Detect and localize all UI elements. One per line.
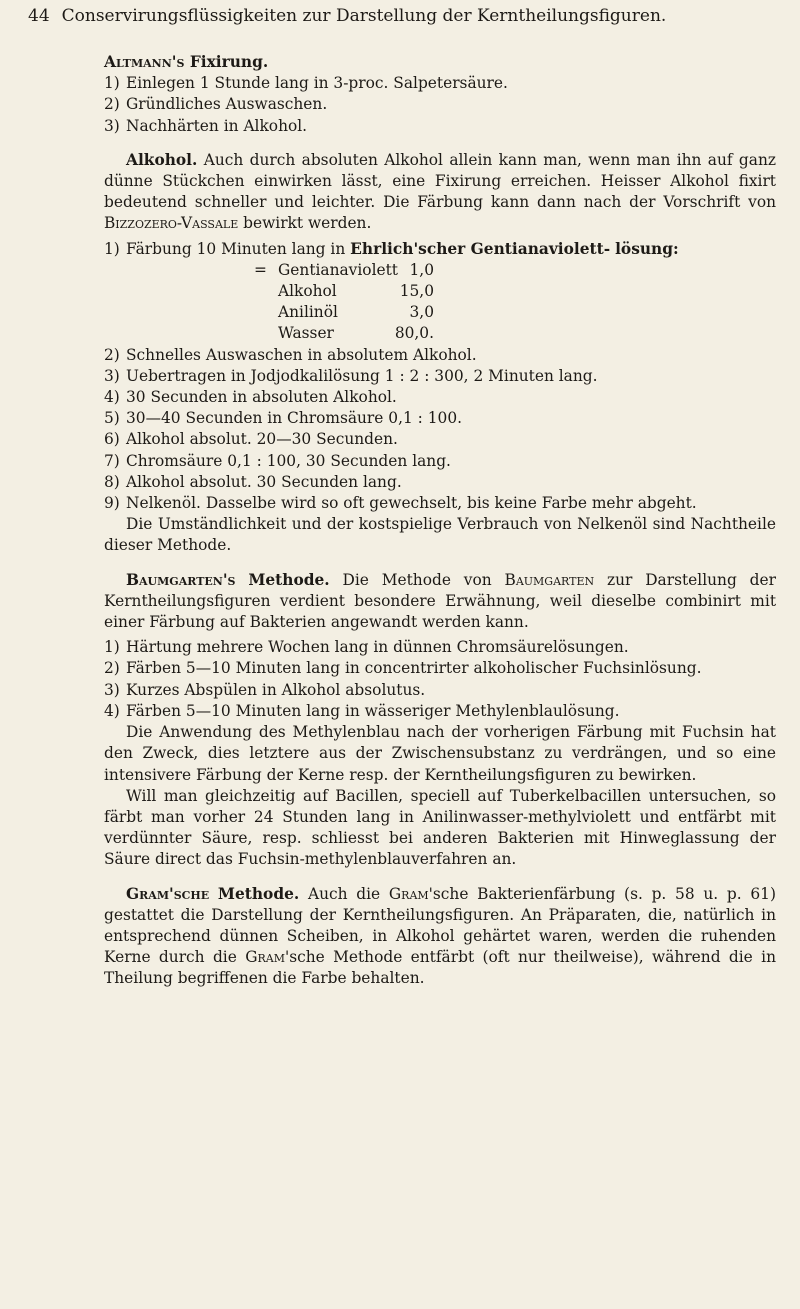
list-item: 6) Alkohol absolut. 20—30 Secunden. xyxy=(104,430,398,449)
list-item: 4) 30 Secunden in absoluten Alkohol. xyxy=(104,388,397,407)
list-item: 1) Einlegen 1 Stunde lang in 3-proc. Salpetersäure. xyxy=(104,74,508,93)
list-item: 9) Nelkenöl. Dasselbe wird so oft gewechselt, bis keine Farbe mehr abgeht. xyxy=(104,494,697,513)
alkohol-steps-continued xyxy=(104,345,776,515)
list-item: 3) Uebertragen in Jodjodkalilösung 1 : 2 : 300, 2 Minuten lang. xyxy=(104,366,598,385)
list-item: 2) Färben 5—10 Minuten lang in concentrirter alkoholischer Fuchsinlösung. xyxy=(104,659,702,678)
list-item: 1) Härtung mehrere Wochen lang in dünnen Chromsäurelösungen. xyxy=(104,638,629,657)
list-item: 3) Kurzes Abspülen in Alkohol absolutus. xyxy=(104,680,426,699)
baumgarten-steps xyxy=(104,637,776,722)
alkohol-steps xyxy=(104,239,776,260)
gram-paragraph: Gram'sche Methode. Auch die Gram'sche Bakterienfärbung (s. p. 58 u. p. 61) gestattet die Darstellung der Kerntheilungsfiguren. An Präparaten, die, natürlich in entsprechend dünnen Scheiben, in Alkohol gehärtet waren, werden die ruhenden Kerne durch die Gram'sche Methode entfärbt (oft nur theilweise), während die in Theilung begriffenen die Farbe behalten. xyxy=(104,884,776,988)
altmann-steps xyxy=(104,73,776,137)
list-item: 3) Nachhärten in Alkohol. xyxy=(104,116,308,135)
recipe-row: = Gentianaviolett 1,0 xyxy=(254,260,434,279)
list-item: 2) Schnelles Auswaschen in absolutem Alkohol. xyxy=(104,345,477,364)
baumgarten-paragraph-2: Die Anwendung des Methylenblau nach der vorherigen Färbung mit Fuchsin hat den Zweck, dies letztere aus der Zwischensubstanz zu verdrängen, und so eine intensivere Färbung der Kerne resp. der Kerntheilungsfiguren zu bewirken. xyxy=(104,723,776,784)
list-item: 2) Gründliches Auswaschen. xyxy=(104,95,328,114)
alkohol-closing: Die Umständlichkeit und der kostspielige Verbrauch von Nelkenöl sind Nachtheile dieser Methode. xyxy=(104,515,776,555)
alkohol-paragraph: Alkohol. Auch durch absoluten Alkohol allein kann man, wenn man ihn auf ganz dünne Stückchen einwirken lässt, eine Fixirung erreichen. Heisser Alkohol fixirt bedeutend schneller und leichter. Die Färbung kann dann nach der Vorschrift von Bizzozero-Vassale bewirkt werden. xyxy=(104,150,776,233)
list-item: 1) Färbung 10 Minuten lang in Ehrlich'scher Gentianaviolett- lösung: xyxy=(104,239,679,258)
recipe-row: Anilinöl 3,0 xyxy=(278,303,434,322)
page-body xyxy=(104,52,776,990)
baumgarten-paragraph-3: Will man gleichzeitig auf Bacillen, speciell auf Tuberkelbacillen untersuchen, so färbt man vorher 24 Stunden lang in Anilinwasser-methylviolett und entfärbt mit verdünnter Säure, resp. schliesst bei anderen Bakterien mit Hinweglassung der Säure direct das Fuchsin-methylenblauverfahren an. xyxy=(104,786,776,869)
recipe-table xyxy=(254,260,776,345)
altmann-heading: Altmann's Fixirung. xyxy=(104,53,269,71)
running-title: Conservirungsflüssigkeiten zur Darstellung der Kerntheilungsfiguren. xyxy=(61,6,667,26)
list-item: 5) 30—40 Secunden in Chromsäure 0,1 : 100. xyxy=(104,409,463,428)
page-number: 44 xyxy=(28,6,50,26)
list-item: 4) Färben 5—10 Minuten lang in wässeriger Methylenblaulösung. xyxy=(104,701,620,720)
list-item: 7) Chromsäure 0,1 : 100, 30 Secunden lang. xyxy=(104,451,451,470)
recipe-row: Wasser 80,0. xyxy=(278,324,434,343)
page-header xyxy=(28,4,788,28)
baumgarten-paragraph: Baumgarten's Methode. Die Methode von Baumgarten zur Darstellung der Kerntheilungsfiguren verdient besondere Erwähnung, weil dieselbe combinirt mit einer Färbung auf Bakterien angewandt werden kann. xyxy=(104,570,776,632)
recipe-row: Alkohol 15,0 xyxy=(278,282,434,301)
list-item: 8) Alkohol absolut. 30 Secunden lang. xyxy=(104,472,402,491)
